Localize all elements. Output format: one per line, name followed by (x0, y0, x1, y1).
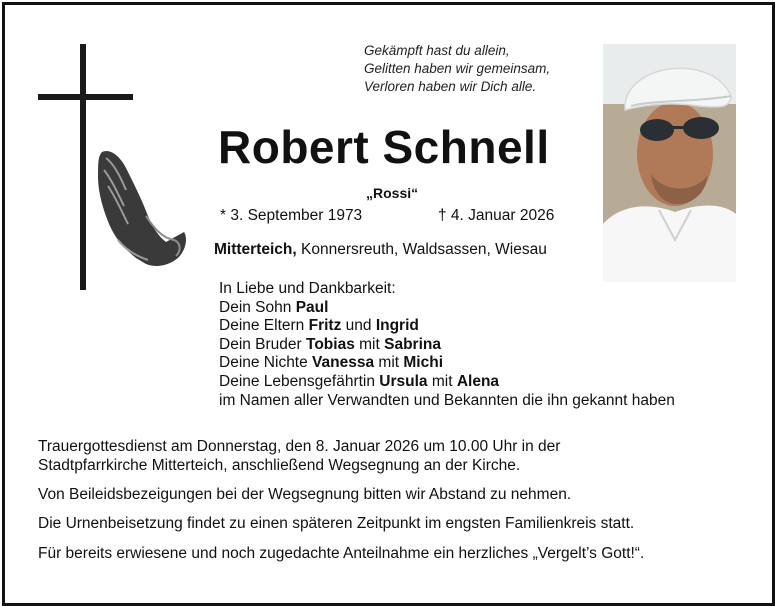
parents-prefix: Deine Eltern (219, 317, 309, 335)
nickname: „Rossi“ (366, 185, 419, 201)
poem-line-2: Gelitten haben wir gemeinsam, (364, 61, 551, 76)
niece-partner-name: Michi (403, 354, 444, 372)
poem-line-1: Gekämpft hast du allein, (364, 43, 510, 58)
brother-partner-name: Sabrina (384, 335, 441, 353)
son-prefix: Dein Sohn (219, 298, 296, 316)
brother-with: mit (354, 335, 385, 353)
brother-name: Tobias (306, 335, 355, 353)
family-closing: im Namen aller Verwandten und Bekannten die ihn gekannt haben (219, 391, 675, 409)
urn-notice: Die Urnenbeisetzung findet zu einen späteren Zeitpunkt im engsten Familienkreis statt. (38, 515, 635, 532)
parents-and: und (341, 317, 376, 335)
family-niece (219, 354, 675, 373)
death-date: † 4. Januar 2026 (438, 207, 555, 224)
family-intro: In Liebe und Dankbarkeit: (219, 280, 396, 297)
family-partner (219, 373, 675, 392)
father-name: Fritz (308, 317, 342, 335)
family-brother (219, 336, 675, 355)
cross-vertical-bar (80, 44, 86, 290)
brother-prefix: Dein Bruder (219, 335, 307, 353)
family-list (219, 280, 675, 410)
son-name: Paul (295, 298, 329, 316)
poem-line-3: Verloren haben wir Dich alle. (364, 79, 537, 94)
family-parents (219, 317, 675, 336)
family-son (219, 299, 675, 318)
cross-horizontal-bar (38, 94, 133, 100)
poem (364, 42, 550, 96)
portrait-photo (603, 44, 736, 282)
service-notice (38, 437, 560, 475)
niece-prefix: Deine Nichte (219, 354, 313, 372)
birth-date: * 3. September 1973 (220, 207, 363, 224)
niece-name: Vanessa (312, 354, 375, 372)
mother-name: Ingrid (375, 317, 419, 335)
condolences-notice: Von Beileidsbezeigungen bei der Wegsegnung bitten wir Abstand zu nehmen. (38, 486, 572, 503)
partner-name: Ursula (379, 372, 428, 390)
place-main: Mitterteich, (214, 241, 297, 258)
thanks-notice: Für bereits erwiesene und noch zugedachte Anteilnahme ein herzliches „Vergelt’s Gott!“. (38, 545, 645, 562)
places (214, 241, 547, 259)
service-line-1: Trauergottesdienst am Donnerstag, den 8. Januar 2026 um 10.00 Uhr in der (38, 438, 561, 455)
partner-with: mit (427, 372, 457, 390)
service-line-2: Stadtpfarrkirche Mitterteich, anschließend Wegsegnung an der Kirche. (38, 457, 521, 474)
niece-with: mit (374, 354, 404, 372)
deceased-name: Robert Schnell (218, 121, 550, 173)
partner-child-name: Alena (456, 372, 500, 390)
place-rest: Konnersreuth, Waldsassen, Wiesau (296, 241, 547, 258)
partner-prefix: Deine Lebensgefährtin (219, 372, 380, 390)
praying-hands-icon (96, 146, 188, 270)
